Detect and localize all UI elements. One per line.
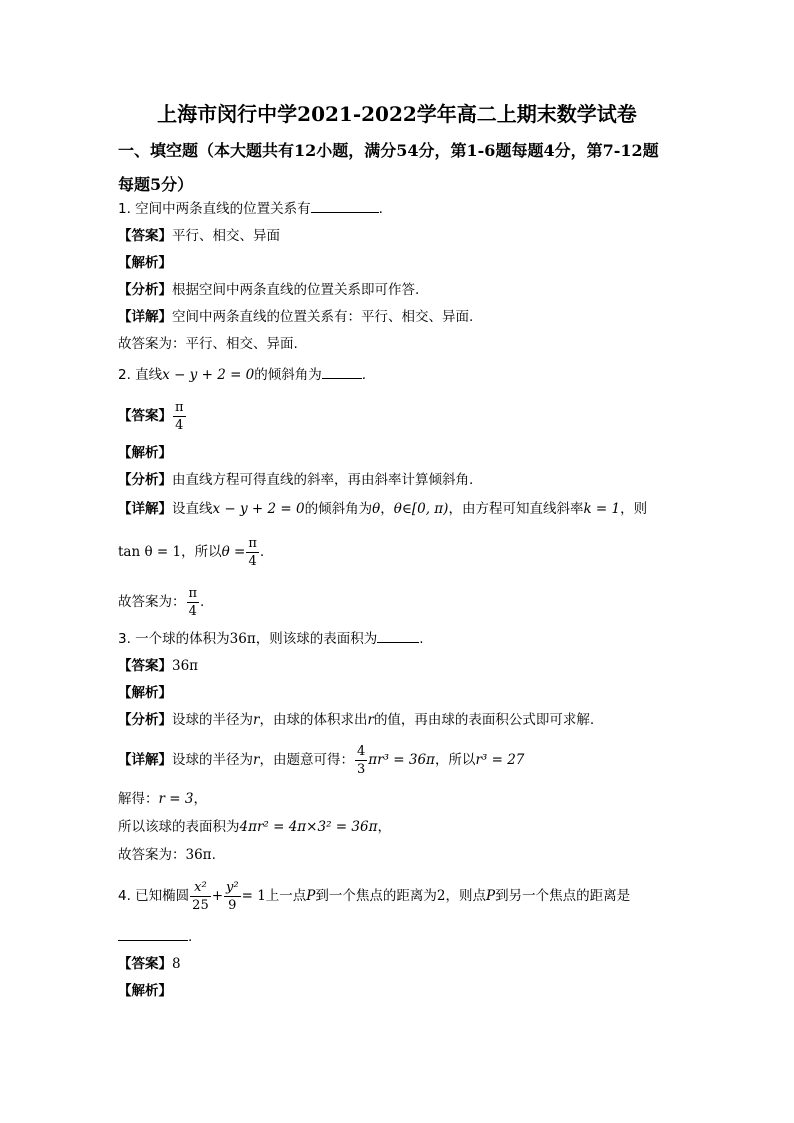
q1-answer: 【答案】平行、相交、异面: [118, 228, 280, 244]
q3-stem: 3. 一个球的体积为36π，则该球的表面积为 .: [118, 631, 424, 647]
q2-final: 故答案为： $\frac{\pi}{4}$ .: [118, 585, 205, 619]
section-heading-line2: 每题5分）: [118, 175, 194, 194]
q1-detail: 【详解】空间中两条直线的位置关系有：平行、相交、异面.: [118, 309, 474, 325]
q3-solve: 解得：r = 3，: [118, 791, 207, 807]
q4-stem-cont: .: [118, 928, 192, 946]
q1-blank: [311, 212, 379, 213]
q4-blank: [118, 940, 188, 941]
q3-surface: 所以该球的表面积为4πr² = 4π×3² = 36π，: [118, 819, 391, 835]
q1-stem: 1. 空间中两条直线的位置关系有 .: [118, 201, 383, 217]
q3-detail: 【详解】设球的半径为r，由题意可得： $\frac{4}{3}$ πr³ = 36π，所以r³ = 27: [118, 743, 525, 777]
q2-answer: 【答案】 $\frac{\pi}{4}$: [118, 399, 184, 433]
q4-fraction-y: $\frac{\text{y²}}{9}$: [226, 879, 239, 913]
q3-answer: 【答案】36π: [118, 658, 199, 674]
q1-final: 故答案为：平行、相交、异面.: [118, 336, 298, 352]
q2-answer-fraction: $\frac{\pi}{4}$: [175, 399, 184, 433]
q1-fenxi: 【分析】根据空间中两条直线的位置关系即可作答.: [118, 282, 420, 298]
q2-stem: 2. 直线x − y + 2 = 0的倾斜角为 .: [118, 367, 367, 383]
q2-final-fraction: $\frac{\pi}{4}$: [188, 585, 198, 619]
q3-final: 故答案为：36π.: [118, 847, 216, 863]
section-heading-line1: 一、填空题（本大题共有12小题，满分54分，第1-6题每题4分，第7-12题: [118, 141, 659, 160]
q1-analysis-label: 【解析】: [118, 255, 172, 271]
q2-blank: [322, 378, 362, 379]
q4-answer: 【答案】8: [118, 956, 181, 972]
q3-analysis-label: 【解析】: [118, 685, 172, 701]
q4-stem: 4. 已知椭圆 $\frac{\text{x²}}{25}$ + $\frac{\text{y²}}{9}$ = 1上一点P到一个焦点的距离为2，则点P到另一个焦点的距离是: [118, 879, 631, 913]
page-title: 上海市闵行中学2021-2022学年高二上期末数学试卷: [157, 102, 637, 126]
q2-fenxi: 【分析】由直线方程可得直线的斜率，再由斜率计算倾斜角.: [118, 472, 474, 488]
q2-analysis-label: 【解析】: [118, 445, 172, 461]
q3-blank: [377, 642, 419, 643]
q3-fenxi: 【分析】设球的半径为r，由球的体积求出r的值，再由球的表面积公式即可求解.: [118, 712, 595, 728]
q2-detail-cont: tan θ = 1，所以θ = $\frac{\pi}{4}$ .: [118, 535, 265, 569]
q4-analysis-label: 【解析】: [118, 983, 172, 999]
q3-detail-fraction: $\frac{4}{3}$: [356, 743, 366, 777]
q2-detail-fraction: $\frac{\pi}{4}$: [248, 535, 257, 569]
q2-detail: 【详解】设直线x − y + 2 = 0的倾斜角为θ，θ∈[0, π)，由方程可知直线斜率k = 1，则: [118, 501, 648, 517]
q4-fraction-x: $\frac{\text{x²}}{25}$: [192, 879, 209, 913]
